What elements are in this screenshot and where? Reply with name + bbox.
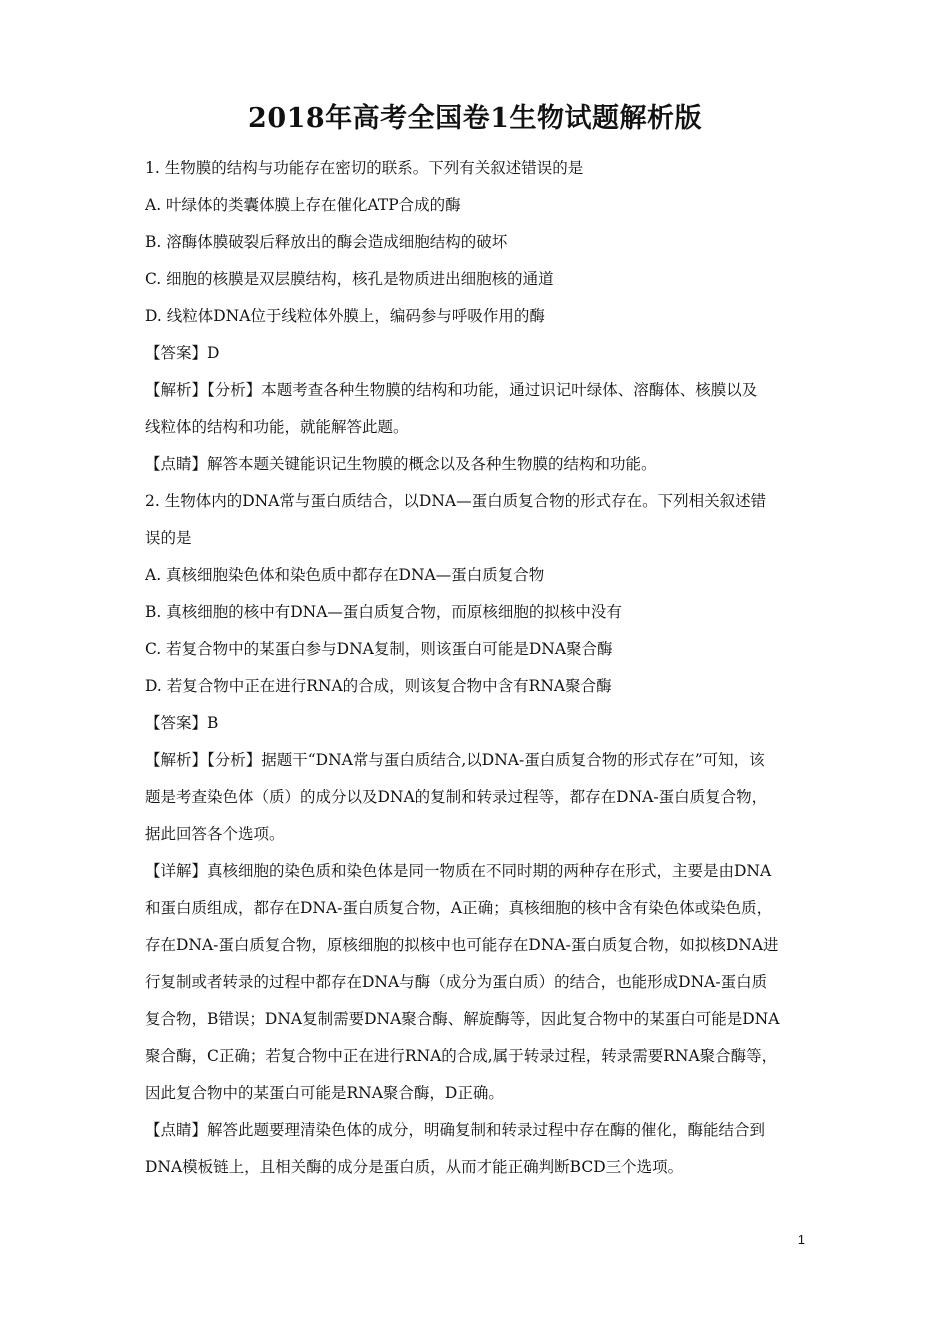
text-line: 【解析】【分析】据题干“DNA常与蛋白质结合,以DNA-蛋白质复合物的形式存在”可知，该: [145, 751, 765, 769]
text-line: DNA模板链上，且相关酶的成分是蛋白质，从而才能正确判断BCD三个选项。: [145, 1158, 684, 1176]
text-line: 1. 生物膜的结构与功能存在密切的联系。下列有关叙述错误的是: [145, 159, 584, 177]
text-line: A. 叶绿体的类囊体膜上存在催化ATP合成的酶: [145, 196, 461, 214]
text-line: 2. 生物体内的DNA常与蛋白质结合，以DNA—蛋白质复合物的形式存在。下列相关叙述错: [145, 492, 767, 510]
text-line: D. 线粒体DNA位于线粒体外膜上，编码参与呼吸作用的酶: [145, 307, 545, 325]
text-line: C. 若复合物中的某蛋白参与DNA复制，则该蛋白可能是DNA聚合酶: [145, 640, 613, 658]
text-line: 【解析】【分析】本题考查各种生物膜的结构和功能，通过识记叶绿体、溶酶体、核膜以及: [145, 381, 758, 399]
text-line: 和蛋白质组成，都存在DNA-蛋白质复合物，A正确；真核细胞的核中含有染色体或染色质，: [145, 899, 773, 917]
document-title: 2018年高考全国卷1生物试题解析版: [248, 103, 702, 134]
document-body: [145, 150, 810, 1186]
text-line: C. 细胞的核膜是双层膜结构，核孔是物质进出细胞核的通道: [145, 270, 554, 288]
text-line: 复合物，B错误；DNA复制需要DNA聚合酶、解旋酶等，因此复合物中的某蛋白可能是DNA: [145, 1010, 780, 1028]
text-line: 【详解】真核细胞的染色质和染色体是同一物质在不同时期的两种存在形式，主要是由DNA: [145, 862, 772, 880]
text-line: 【答案】D: [145, 344, 220, 362]
text-line: B. 溶酶体膜破裂后释放出的酶会造成细胞结构的破坏: [145, 233, 508, 251]
text-line: 【点睛】解答此题要理清染色体的成分，明确复制和转录过程中存在酶的催化，酶能结合到: [145, 1121, 766, 1139]
text-line: 误的是: [145, 529, 192, 547]
page-number: 1: [797, 1232, 805, 1247]
text-line: 【点睛】解答本题关键能识记生物膜的概念以及各种生物膜的结构和功能。: [145, 455, 657, 473]
text-line: 行复制或者转录的过程中都存在DNA与酶（成分为蛋白质）的结合，也能形成DNA-蛋白质: [145, 973, 768, 991]
text-line: D. 若复合物中正在进行RNA的合成，则该复合物中含有RNA聚合酶: [145, 677, 612, 695]
text-line: 线粒体的结构和功能，就能解答此题。: [145, 418, 409, 436]
text-line: A. 真核细胞染色体和染色质中都存在DNA—蛋白质复合物: [145, 566, 545, 584]
text-line: 据此回答各个选项。: [145, 825, 285, 843]
text-line: 存在DNA-蛋白质复合物，原核细胞的拟核中也可能存在DNA-蛋白质复合物，如拟核DNA进: [145, 936, 779, 954]
text-line: B. 真核细胞的核中有DNA—蛋白质复合物，而原核细胞的拟核中没有: [145, 603, 622, 621]
text-line: 因此复合物中的某蛋白可能是RNA聚合酶，D正确。: [145, 1084, 504, 1102]
text-line: 聚合酶，C正确；若复合物中正在进行RNA的合成,属于转录过程，转录需要RNA聚合酶等，: [145, 1047, 778, 1065]
text-line: 【答案】B: [145, 714, 219, 732]
text-line: 题是考查染色体（质）的成分以及DNA的复制和转录过程等，都存在DNA-蛋白质复合物，: [145, 788, 768, 806]
